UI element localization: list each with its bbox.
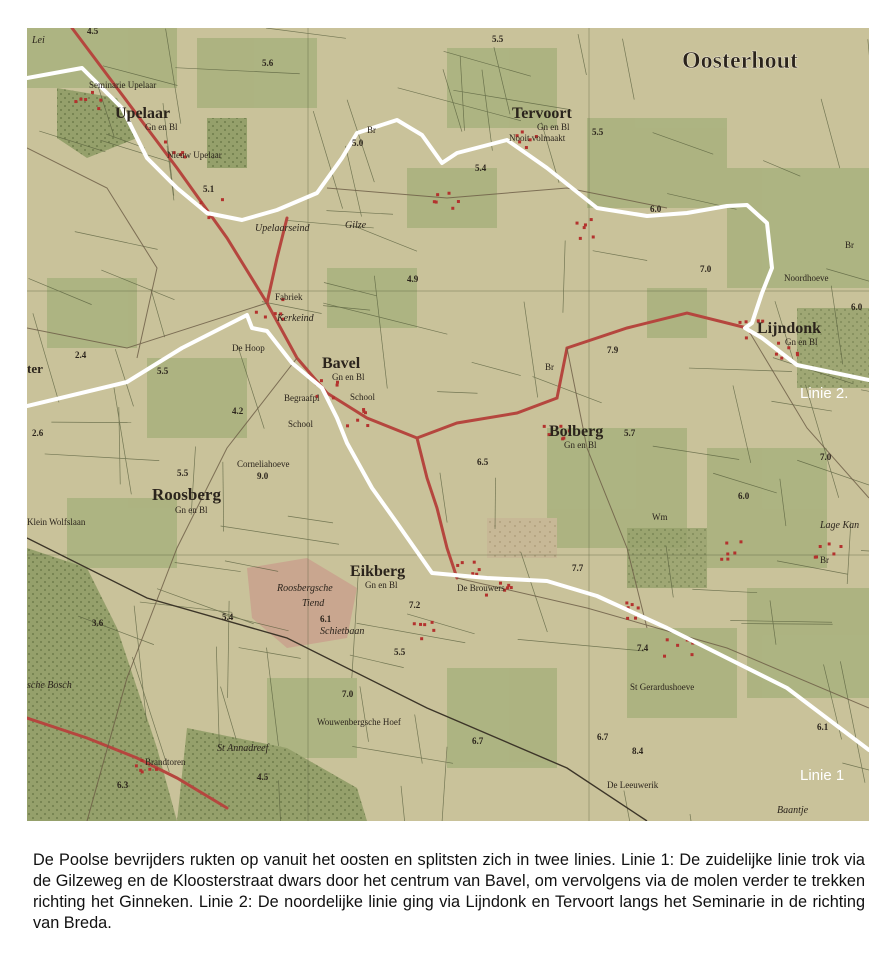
building [451,207,454,210]
label-de-hoop: De Hoop [232,343,265,353]
building [745,320,748,323]
elevation-value: 5.5 [394,647,406,657]
elevation-value: 6.3 [117,780,129,790]
building [264,315,267,318]
label-school-2: School [288,419,314,429]
building [584,223,587,226]
building [84,98,87,101]
elevation-value: 6.7 [597,732,609,742]
elevation-value: 6.5 [477,457,489,467]
building [199,201,202,204]
building [839,545,842,548]
elevation-value: 4.2 [232,406,244,416]
building [485,594,488,597]
elevation-value: 2.4 [75,350,87,360]
label-schietbaan: Schietbaan [320,626,365,637]
label-wouwenbergsche-hoef: Wouwenbergsche Hoef [317,717,401,727]
label-lage-kan: Lage Kan [820,520,860,531]
building [79,98,82,101]
building [676,644,679,647]
label-br-3: Br [845,240,854,250]
elevation-value: 3.6 [92,618,104,628]
building [592,235,595,238]
building [796,352,799,355]
label-br-2: Br [545,362,554,372]
elevation-value: 2.6 [32,428,44,438]
sublabel-tervoort: Gn en Bl [537,122,570,132]
label-ter: ter [27,361,43,376]
label-sche-bosch: sche Bosch [27,680,72,691]
label-br-1: Br [367,125,376,135]
building [135,764,138,767]
building [456,564,459,567]
sublabel-bolberg: Gn en Bl [564,440,597,450]
sublabel-upelaar: Gn en Bl [145,122,178,132]
elevation-value: 7.0 [820,452,832,462]
building [626,617,629,620]
label-st-gerardushoeve: St Gerardushoeve [630,682,695,692]
building [221,198,224,201]
building [461,561,464,564]
building [579,237,582,240]
town-label-bavel: Bavel [322,355,361,372]
building [336,384,339,387]
label-kerkeind: Kerkeind [277,313,314,324]
building [356,419,359,422]
label-nooit-volmaakt: Nooit volmaakt [509,133,566,143]
building [828,542,831,545]
elevation-value: 5.0 [352,138,364,148]
town-label-bolberg: Bolberg [549,423,604,440]
building [473,561,476,564]
building [164,140,167,143]
elevation-value: 5.1 [203,184,215,194]
label-wm: Wm [652,512,668,522]
building [478,568,481,571]
building [432,629,435,632]
sublabel-eikberg: Gn en Bl [365,580,398,590]
building [634,617,637,620]
elevation-value: 7.0 [342,689,354,699]
building [155,768,158,771]
building [436,193,439,196]
sublabel-roosberg: Gn en Bl [175,505,208,515]
label-seminarie: Seminarie Upelaar [89,80,157,90]
town-label-oosterhout: Oosterhout [682,48,798,74]
building [590,218,593,221]
building [739,540,742,543]
elevation-value: 5.4 [222,612,234,622]
building [507,584,510,587]
building [725,542,728,545]
building [148,768,151,771]
building [366,424,369,427]
building [583,226,586,229]
town-label-eikberg: Eikberg [350,563,406,580]
building [510,586,513,589]
label-upelaarseind: Upelaarseind [255,223,310,234]
building [423,623,426,626]
label-gilze: Gilze [345,220,367,231]
elevation-value: 6.1 [817,722,829,732]
label-nieuw-upelaar: Nieuw Upelaar [167,150,222,160]
building [780,357,783,360]
town-label-roosberg: Roosberg [152,485,221,504]
label-de-leeuwerik: De Leeuwerik [607,780,659,790]
elevation-value: 5.6 [262,58,274,68]
label-tiend: Tiend [302,598,325,609]
elevation-value: 5.5 [492,34,504,44]
building [91,91,94,94]
building [775,353,778,356]
building [819,545,822,548]
elevation-value: 4.5 [257,772,269,782]
building [815,555,818,558]
historic-topographic-map [27,28,869,821]
building [726,553,729,556]
building [74,100,77,103]
building [631,603,634,606]
building [413,622,416,625]
elevation-value: 8.4 [632,746,644,756]
building [346,424,349,427]
building [420,637,423,640]
label-roosbergsche: Roosbergsche [277,583,333,594]
building [139,769,142,772]
map-caption: De Poolse bevrijders rukten op vanuit het oosten en splitsten zich in twee linies. Linie 1: De zuidelijke linie trok via de Gilzeweg en de Kloosterstraat dwars door het centrum van Bavel, om vervolgens via de molen verder te trekken richting het Ginneken. Linie 2: De noordelijke linie ging via Lijndonk en Tervoort langs het Seminarie in de richting van Breda. [33,851,865,932]
elevation-value: 6.0 [851,302,863,312]
elevation-value: 6.0 [650,204,662,214]
town-label-tervoort: Tervoort [512,105,572,122]
label-begraafpl: Begraafpl [284,393,320,403]
elevation-value: 5.5 [157,366,169,376]
elevation-value: 6.7 [472,736,484,746]
elevation-value: 6.1 [320,614,332,624]
building [637,606,640,609]
label-corneliahoeve: Corneliahoeve [237,459,290,469]
label-lei: Lei [32,35,45,46]
building [99,99,102,102]
elevation-value: 7.2 [409,600,421,610]
building [777,342,780,345]
building [364,411,367,414]
label-school-1: School [350,392,376,402]
elevation-value: 9.0 [257,471,269,481]
building [332,396,335,399]
building [832,552,835,555]
building [576,222,579,225]
building [543,425,546,428]
building [320,379,323,382]
elevation-value: 7.4 [637,643,649,653]
building [140,759,143,762]
building [691,653,694,656]
sublabel-lijndonk: Gn en Bl [785,337,818,347]
elevation-value: 7.9 [607,345,619,355]
building [739,321,742,324]
building [255,311,258,314]
elevation-value: 6.0 [738,491,750,501]
town-label-lijndonk: Lijndonk [757,320,822,337]
elevation-value: 5.5 [592,127,604,137]
building [525,146,528,149]
route-label-linie-1: Linie 1 [800,767,845,784]
building [720,558,723,561]
building [625,601,628,604]
label-baantje: Baantje [777,805,809,816]
label-fabriek: Fabriek [275,292,303,302]
building [663,655,666,658]
label-br-4: Br [820,555,829,565]
building [362,408,365,411]
building [726,558,729,561]
building [207,216,210,219]
building [433,200,436,203]
label-de-brouwers: De Brouwers [457,583,505,593]
elevation-value: 4.9 [407,274,419,284]
building [419,623,422,626]
sublabel-bavel: Gn en Bl [332,372,365,382]
building [431,621,434,624]
elevation-value: 5.5 [177,468,189,478]
town-label-upelaar: Upelaar [115,105,171,122]
elevation-value: 7.0 [700,264,712,274]
label-brandtoren: Brandtoren [145,757,186,767]
route-label-linie-2: Linie 2. [800,385,849,402]
elevation-value: 5.4 [475,163,487,173]
label-klein-wolfslaan: Klein Wolfslaan [27,517,86,527]
elevation-value: 7.7 [572,563,584,573]
building [457,200,460,203]
building [733,551,736,554]
building [97,107,100,110]
label-noordhoeve: Noordhoeve [784,273,829,283]
building [745,336,748,339]
label-st-annadreef: St Annadreef [217,743,269,754]
elevation-value: 5.7 [624,428,636,438]
elevation-value: 4.5 [87,28,99,36]
building [448,192,451,195]
building [666,638,669,641]
